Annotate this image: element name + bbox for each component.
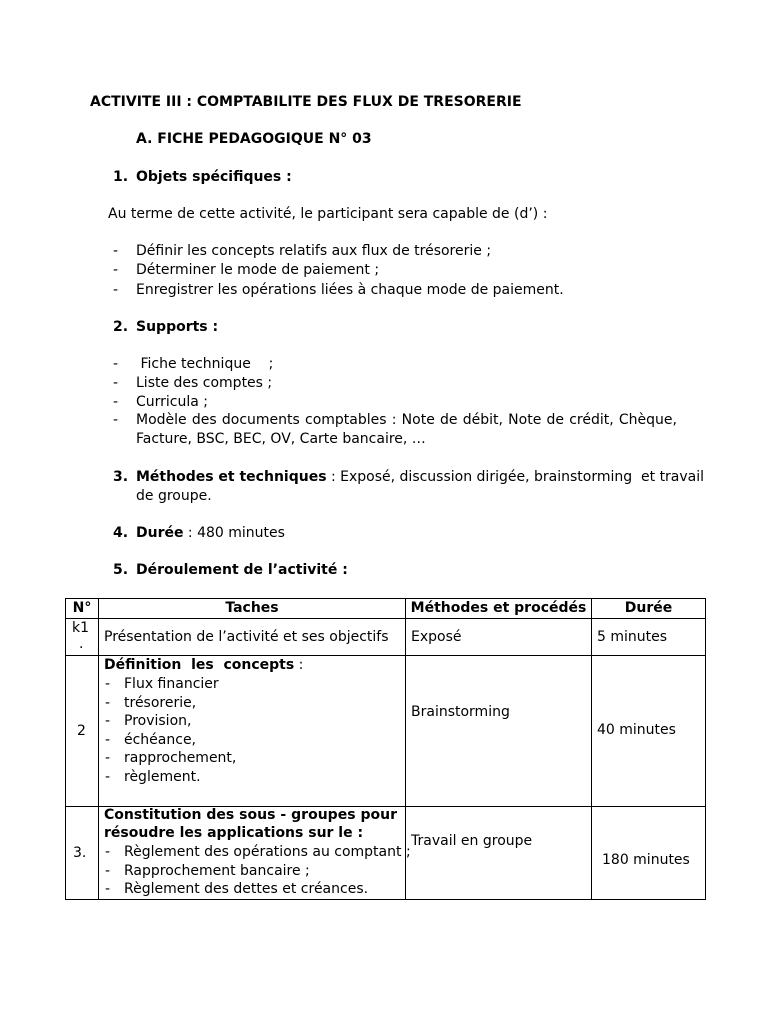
section-2-heading: Supports : bbox=[136, 319, 219, 335]
list-item: Fiche technique ; bbox=[136, 356, 274, 372]
table-row bbox=[66, 619, 706, 656]
row-method: Travail en groupe bbox=[411, 833, 533, 849]
list-item-continuation: Facture, BSC, BEC, OV, Carte bancaire, … bbox=[136, 431, 426, 447]
list-dash: - bbox=[105, 881, 111, 897]
row-task: Présentation de l’activité et ses objectifs bbox=[104, 629, 389, 645]
table-header-row bbox=[66, 599, 706, 619]
section-3-number: 3. bbox=[113, 469, 129, 485]
list-item: Déterminer le mode de paiement ; bbox=[136, 262, 380, 278]
section-2-number: 2. bbox=[113, 319, 129, 335]
list-dash: - bbox=[113, 262, 119, 278]
header-tasks: Taches bbox=[99, 599, 406, 619]
section-4-text: : 480 minutes bbox=[183, 525, 285, 541]
section-1-heading: Objets spécifiques : bbox=[136, 169, 292, 185]
section-3-text-cont: de groupe. bbox=[136, 488, 212, 504]
document-title: ACTIVITE III : COMPTABILITE DES FLUX DE TRESORERIE bbox=[90, 94, 522, 110]
row-task-heading-line bbox=[104, 657, 303, 673]
list-item: Flux financier bbox=[124, 676, 219, 692]
row-method: Brainstorming bbox=[411, 704, 510, 720]
list-dash: - bbox=[113, 243, 119, 259]
list-item: rapprochement, bbox=[124, 750, 237, 766]
row-duration: 5 minutes bbox=[597, 629, 668, 645]
row-number-dot: . bbox=[79, 636, 84, 652]
list-item: Modèle des documents comptables : Note de débit, Note de crédit, Chèque, bbox=[136, 412, 677, 428]
fiche-heading: A. FICHE PEDAGOGIQUE N° 03 bbox=[136, 131, 372, 147]
list-dash: - bbox=[113, 282, 119, 298]
section-5-heading: Déroulement de l’activité : bbox=[136, 562, 348, 578]
list-dash: - bbox=[105, 732, 111, 748]
section-3-text: : Exposé, discussion dirigée, brainstorming et travail bbox=[326, 469, 705, 485]
list-dash: - bbox=[105, 750, 111, 766]
list-item: échéance, bbox=[124, 732, 197, 748]
list-item: Règlement des dettes et créances. bbox=[124, 881, 369, 897]
list-item: Rapprochement bancaire ; bbox=[124, 863, 310, 879]
list-dash: - bbox=[113, 356, 119, 372]
list-dash: - bbox=[105, 713, 111, 729]
list-dash: - bbox=[105, 695, 111, 711]
row-task-heading-cont: résoudre les applications sur le : bbox=[104, 825, 364, 841]
list-item: Définir les concepts relatifs aux flux de trésorerie ; bbox=[136, 243, 492, 259]
list-item: Liste des comptes ; bbox=[136, 375, 273, 391]
list-dash: - bbox=[105, 863, 111, 879]
list-dash: - bbox=[113, 375, 119, 391]
section-3-heading: Méthodes et techniques bbox=[136, 469, 327, 485]
row-number: 2 bbox=[77, 723, 86, 739]
table-row bbox=[66, 656, 706, 807]
row-duration: 40 minutes bbox=[597, 722, 676, 738]
table-row bbox=[66, 807, 706, 900]
list-item: règlement. bbox=[124, 769, 201, 785]
list-dash: - bbox=[113, 412, 119, 428]
row-number: 3. bbox=[73, 845, 87, 861]
intro-text: Au terme de cette activité, le participant sera capable de (d’) : bbox=[108, 206, 548, 222]
header-duration: Durée bbox=[592, 599, 706, 619]
row-number: k1 bbox=[72, 620, 90, 636]
section-4-number: 4. bbox=[113, 525, 129, 541]
list-item: Enregistrer les opérations liées à chaque mode de paiement. bbox=[136, 282, 564, 298]
section-3-line bbox=[136, 469, 705, 485]
header-number: N° bbox=[66, 599, 99, 619]
activity-table bbox=[65, 598, 706, 900]
list-item: Curricula ; bbox=[136, 394, 209, 410]
row-task-heading: Constitution des sous - groupes pour bbox=[104, 807, 397, 823]
section-4-heading: Durée bbox=[136, 525, 184, 541]
header-methods: Méthodes et procédés bbox=[406, 599, 592, 619]
row-task-colon: : bbox=[294, 657, 304, 673]
section-1-number: 1. bbox=[113, 169, 129, 185]
list-item: Règlement des opérations au comptant ; bbox=[124, 844, 411, 860]
row-duration: 180 minutes bbox=[602, 852, 690, 868]
list-item: Provision, bbox=[124, 713, 192, 729]
list-item: trésorerie, bbox=[124, 695, 197, 711]
row-method: Exposé bbox=[411, 629, 462, 645]
row-task-heading: Définition les concepts bbox=[104, 657, 295, 673]
section-4-line bbox=[136, 525, 285, 541]
list-dash: - bbox=[113, 394, 119, 410]
list-dash: - bbox=[105, 769, 111, 785]
list-dash: - bbox=[105, 844, 111, 860]
section-5-number: 5. bbox=[113, 562, 129, 578]
list-dash: - bbox=[105, 676, 111, 692]
